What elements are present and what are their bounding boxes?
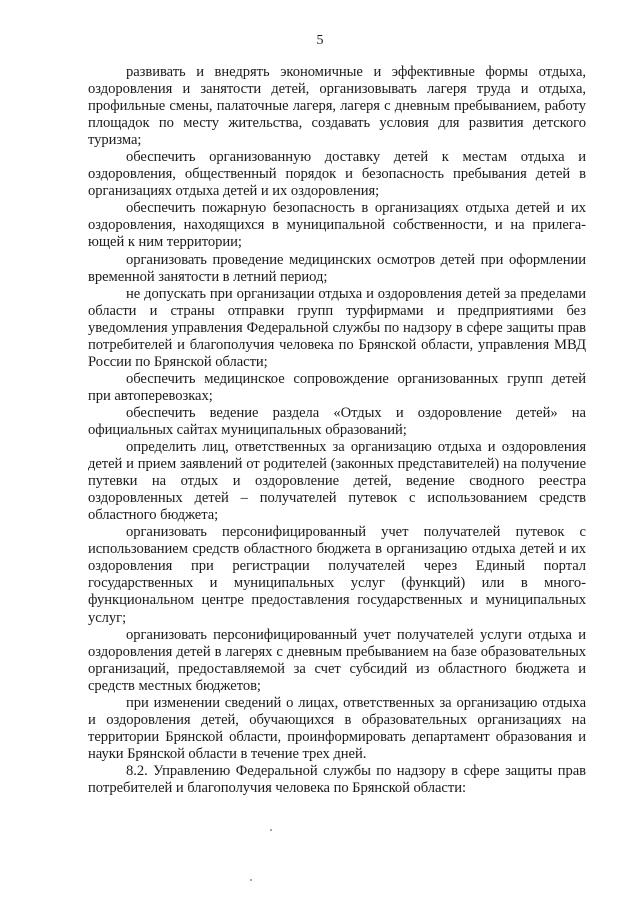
document-body — [88, 64, 586, 797]
page-number: 5 — [316, 33, 324, 48]
scan-speck — [250, 879, 252, 881]
paragraph-11: при изменении сведений о лицах, ответственных за организацию отдыха и оздоровления детей, обучающихся в образовательных организациях на территории Брянской области, проинформировать департамент образования и науки Брянской области в течение трех дней. — [88, 694, 586, 762]
paragraph-4: организовать проведение медицинских осмотров детей при оформлении временной занятости в летний период; — [88, 251, 586, 285]
paragraph-3: обеспечить пожарную безопасность в организациях отдыха детей и их оздоровления, находящихся в муниципальной собственности, и на прилегающей к ним территории; — [88, 200, 586, 251]
paragraph-6: обеспечить медицинское сопровождение организованных групп детей при автоперевозках; — [88, 370, 586, 404]
paragraph-2: обеспечить организованную доставку детей к местам отдыха и оздоровления, общественный порядок и безопасность пребывания детей в организациях отдыха детей и их оздоровления; — [88, 149, 586, 200]
paragraph-7: обеспечить ведение раздела «Отдых и оздоровление детей» на официальных сайтах муниципальных образований; — [88, 404, 586, 438]
paragraph-9: организовать персонифицированный учет получателей путевок с использованием средств областного бюджета в организацию отдыха детей и их оздоровления при регистрации получателей через Единый портал государственных и муниципальных услуг (функций) или в многофункциональном центре предоставления государственных и муниципальных услуг; — [88, 524, 586, 626]
paragraph-1: развивать и внедрять экономичные и эффективные формы отдыха, оздоровления и занятости детей, организовывать лагеря труда и отдыха, профильные смены, палаточные лагеря, лагеря с дневным пребыванием, работу площадок по месту жительства, создавать условия для развития детского туризма; — [88, 64, 586, 149]
paragraph-8: определить лиц, ответственных за организацию отдыха и оздоровления детей и прием заявлений от родителей (законных представителей) на получение путевки на отдых и оздоровление детей, ведение сводного реестра оздоровленных детей – получателей путевок с использованием средств областного бюджета; — [88, 439, 586, 524]
scan-speck — [270, 829, 272, 831]
paragraph-10: организовать персонифицированный учет получателей услуги отдыха и оздоровления детей в лагерях с дневным пребыванием на базе образовательных организаций, предоставляемой за счет субсидий из областного бюджета и средств местных бюджетов; — [88, 626, 586, 694]
paragraph-5: не допускать при организации отдыха и оздоровления детей за пределами области и страны отправки групп турфирмами и предприятиями без уведомления управления Федеральной службы по надзору в сфере защиты прав потребителей и благополучия человека по Брянской области, управления МВД России по Брянской области; — [88, 285, 586, 370]
paragraph-12: 8.2. Управлению Федеральной службы по надзору в сфере защиты прав потребителей и благополучия человека по Брянской области: — [88, 762, 586, 796]
